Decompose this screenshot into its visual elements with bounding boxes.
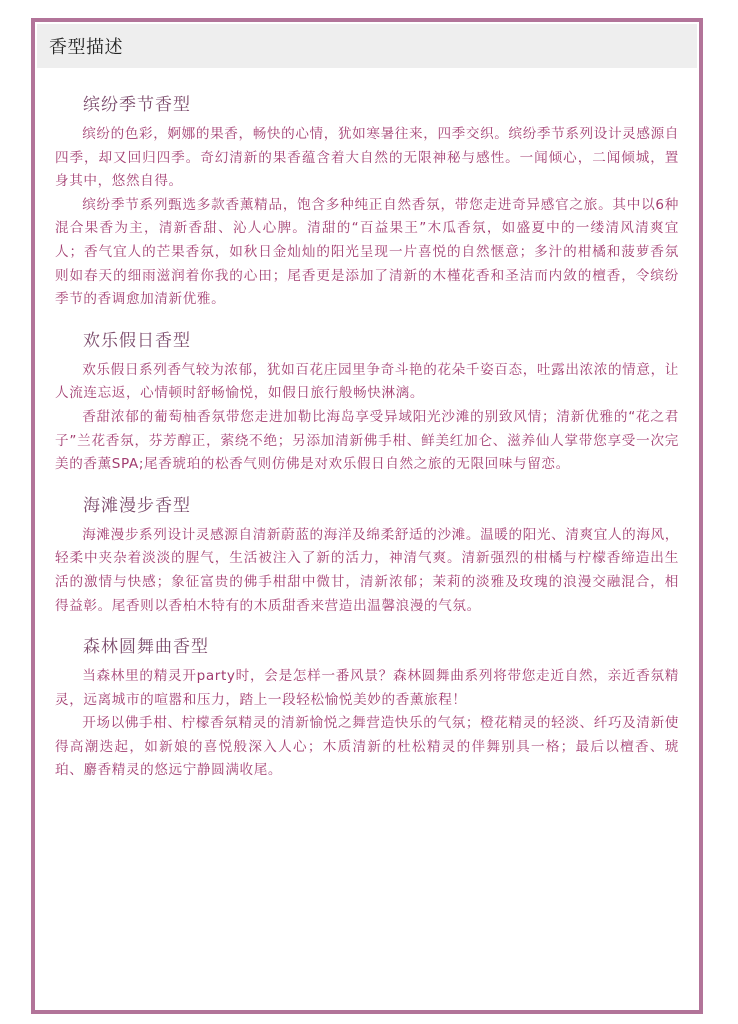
section-bingfen <box>55 90 679 312</box>
section-title: 欢乐假日香型 <box>83 330 191 351</box>
section-senlin <box>55 632 679 783</box>
content-frame <box>31 18 703 1014</box>
section-title: 海滩漫步香型 <box>83 495 191 516</box>
section-title: 森林圆舞曲香型 <box>83 637 209 658</box>
page-title: 香型描述 <box>49 37 123 58</box>
section-paragraph: 缤纷季节系列甄选多款香薰精品，饱含多种纯正自然香氛，带您走进奇异感官之旅。其中以6种混合果香为主，清新香甜、沁人心脾。清甜的“百益果王”木瓜香氛，如盛夏中的一缕清风清爽宜人；香气宜人的芒果香氛，如秋日金灿灿的阳光呈现一片喜悦的自然惬意；多汁的柑橘和菠萝香氛则如春天的细雨滋润着你我的心田；尾香更是添加了清新的木槿花香和圣洁而内敛的檀香，令缤纷季节的香调愈加清新优雅。 <box>55 196 679 308</box>
main-content <box>55 78 679 797</box>
section-paragraph: 海滩漫步系列设计灵感源自清新蔚蓝的海洋及绵柔舒适的沙滩。温暖的阳光、清爽宜人的海风，轻柔中夹杂着淡淡的腥气，生活被注入了新的活力，神清气爽。清新强烈的柑橘与柠檬香缔造出生活的激情与快感；象征富贵的佛手柑甜中微甘，清新浓郁；茉莉的淡雅及玫瑰的浪漫交融混合，相得益彰。尾香则以香柏木特有的木质甜香来营造出温馨浪漫的气氛。 <box>55 526 679 614</box>
section-title: 缤纷季节香型 <box>83 95 191 115</box>
section-huanle <box>55 326 679 477</box>
header-bar <box>37 24 697 68</box>
section-paragraph: 当森林里的精灵开party时，会是怎样一番风景？森林圆舞曲系列将带您走近自然，亲近香氛精灵，远离城市的喧嚣和压力，踏上一段轻松愉悦美妙的香薰旅程！ <box>55 668 679 708</box>
section-paragraph: 香甜浓郁的葡萄柚香氛带您走进加勒比海岛享受异域阳光沙滩的别致风情；清新优雅的“花之君子”兰花香氛，芬芳醇正，萦绕不绝；另添加清新佛手柑、鲜美红加仑、滋养仙人掌带您享受一次完美的香薰SPA;尾香琥珀的松香气则仿佛是对欢乐假日自然之旅的无限回味与留恋。 <box>55 408 679 473</box>
section-haitan <box>55 491 679 618</box>
section-paragraph: 欢乐假日系列香气较为浓郁，犹如百花庄园里争奇斗艳的花朵千姿百态，吐露出浓浓的情意，让人流连忘返，心情顿时舒畅愉悦，如假日旅行般畅快淋漓。 <box>55 361 679 402</box>
section-paragraph: 缤纷的色彩，婀娜的果香，畅快的心情，犹如寒暑往来，四季交织。缤纷季节系列设计灵感源自四季，却又回归四季。奇幻清新的果香蕴含着大自然的无限神秘与感性。一闻倾心，二闻倾城，置身其中，悠然自得。 <box>55 126 679 190</box>
section-paragraph: 开场以佛手柑、柠檬香氛精灵的清新愉悦之舞营造快乐的气氛；橙花精灵的轻淡、纤巧及清新使得高潮迭起，如新娘的喜悦般深入人心；木质清新的杜松精灵的伴舞别具一格；最后以檀香、琥珀、麝香精灵的悠远宁静圆满收尾。 <box>55 715 679 779</box>
